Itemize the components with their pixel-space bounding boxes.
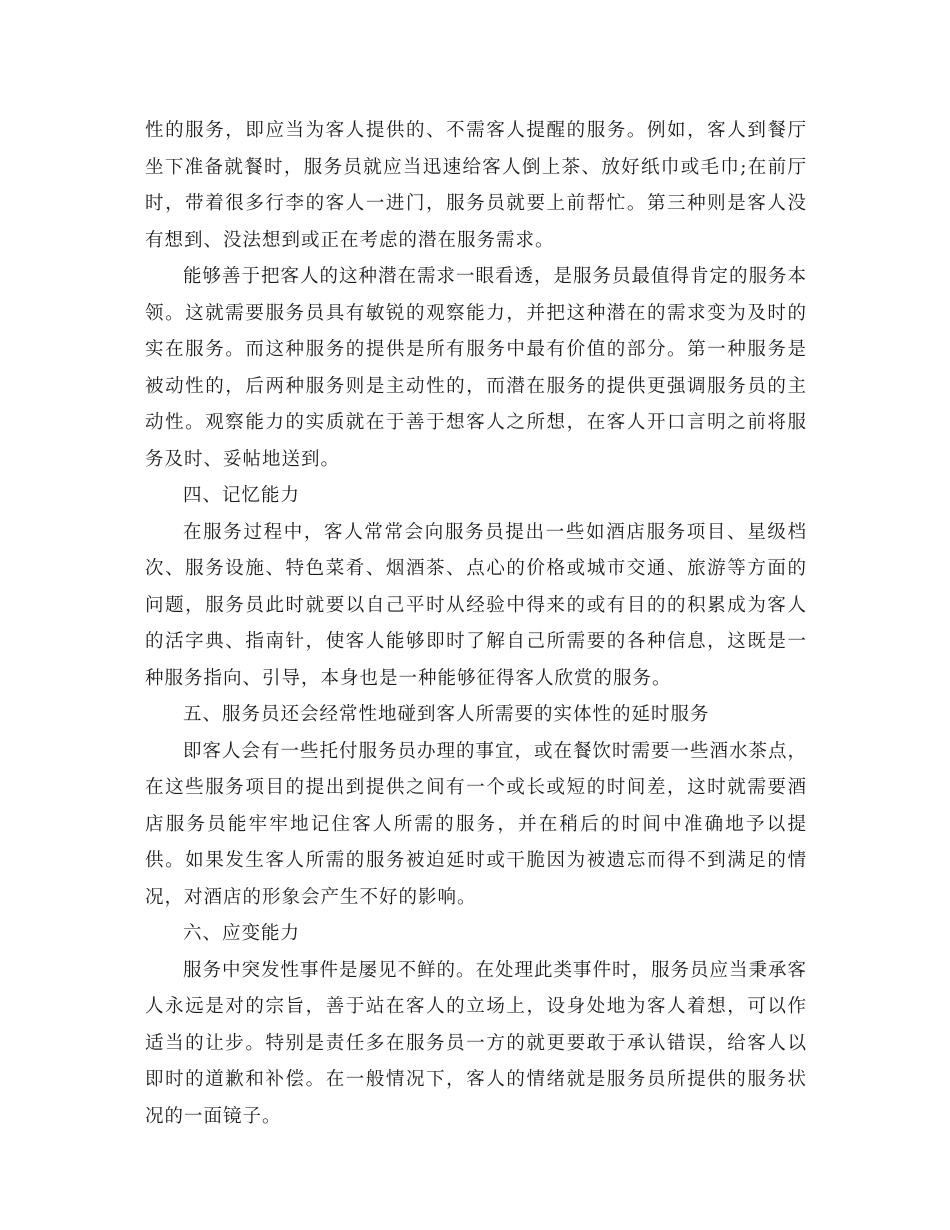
paragraph-continuation: 性的服务，即应当为客人提供的、不需客人提醒的服务。例如，客人到餐厅坐下准备就餐时，服务员就应当迅速给客人倒上茶、放好纸巾或毛巾;在前厅时，带着很多行李的客人一进门，服务员就要上前帮忙。第三种则是客人没有想到、没法想到或正在考虑的潜在服务需求。 (145, 120, 807, 251)
paragraph-delayed-service: 即客人会有一些托付服务员办理的事宜，或在餐饮时需要一些酒水茶点，在这些服务项目的提出到提供之间有一个或长或短的时间差，这时就需要酒店服务员能牢牢地记住客人所需的服务，并在稍后的时间中准确地予以提供。如果发生客人所需的服务被迫延时或干脆因为被遗忘而得不到满足的情况，对酒店的形象会产生不好的影响。 (145, 740, 808, 908)
section-heading-delayed-service: 五、服务员还会经常性地碰到客人所需要的实体性的延时服务 (183, 704, 710, 725)
paragraph-memory: 在服务过程中，客人常常会向服务员提出一些如酒店服务项目、星级档次、服务设施、特色菜肴、烟酒茶、点心的价格或城市交通、旅游等方面的问题，服务员此时就要以自己平时从经验中得来的或有目的的积累成为客人的活字典、指南针，使客人能够即时了解自己所需要的各种信息，这既是一种服务指向、引导，本身也是一种能够征得客人欣赏的服务。 (145, 521, 807, 689)
section-heading-adaptability: 六、应变能力 (183, 923, 301, 944)
paragraph-adaptability: 服务中突发性事件是屡见不鲜的。在处理此类事件时，服务员应当秉承客人永远是对的宗旨，善于站在客人的立场上，设身处地为客人着想，可以作适当的让步。特别是责任多在服务员一方的就更要敢于承认错误，给客人以即时的道歉和补偿。在一般情况下，客人的情绪就是服务员所提供的服务状况的一面镜子。 (145, 959, 808, 1127)
paragraph-latent-needs: 能够善于把客人的这种潜在需求一眼看透，是服务员最值得肯定的服务本领。这就需要服务员具有敏锐的观察能力，并把这种潜在的需求变为及时的实在服务。而这种服务的提供是所有服务中最有价值的部分。第一种服务是被动性的，后两种服务则是主动性的，而潜在服务的提供更强调服务员的主动性。观察能力的实质就在于善于想客人之所想，在客人开口言明之前将服务及时、妥帖地送到。 (145, 266, 808, 470)
section-heading-memory: 四、记忆能力 (183, 485, 301, 506)
document-body (145, 113, 807, 1135)
